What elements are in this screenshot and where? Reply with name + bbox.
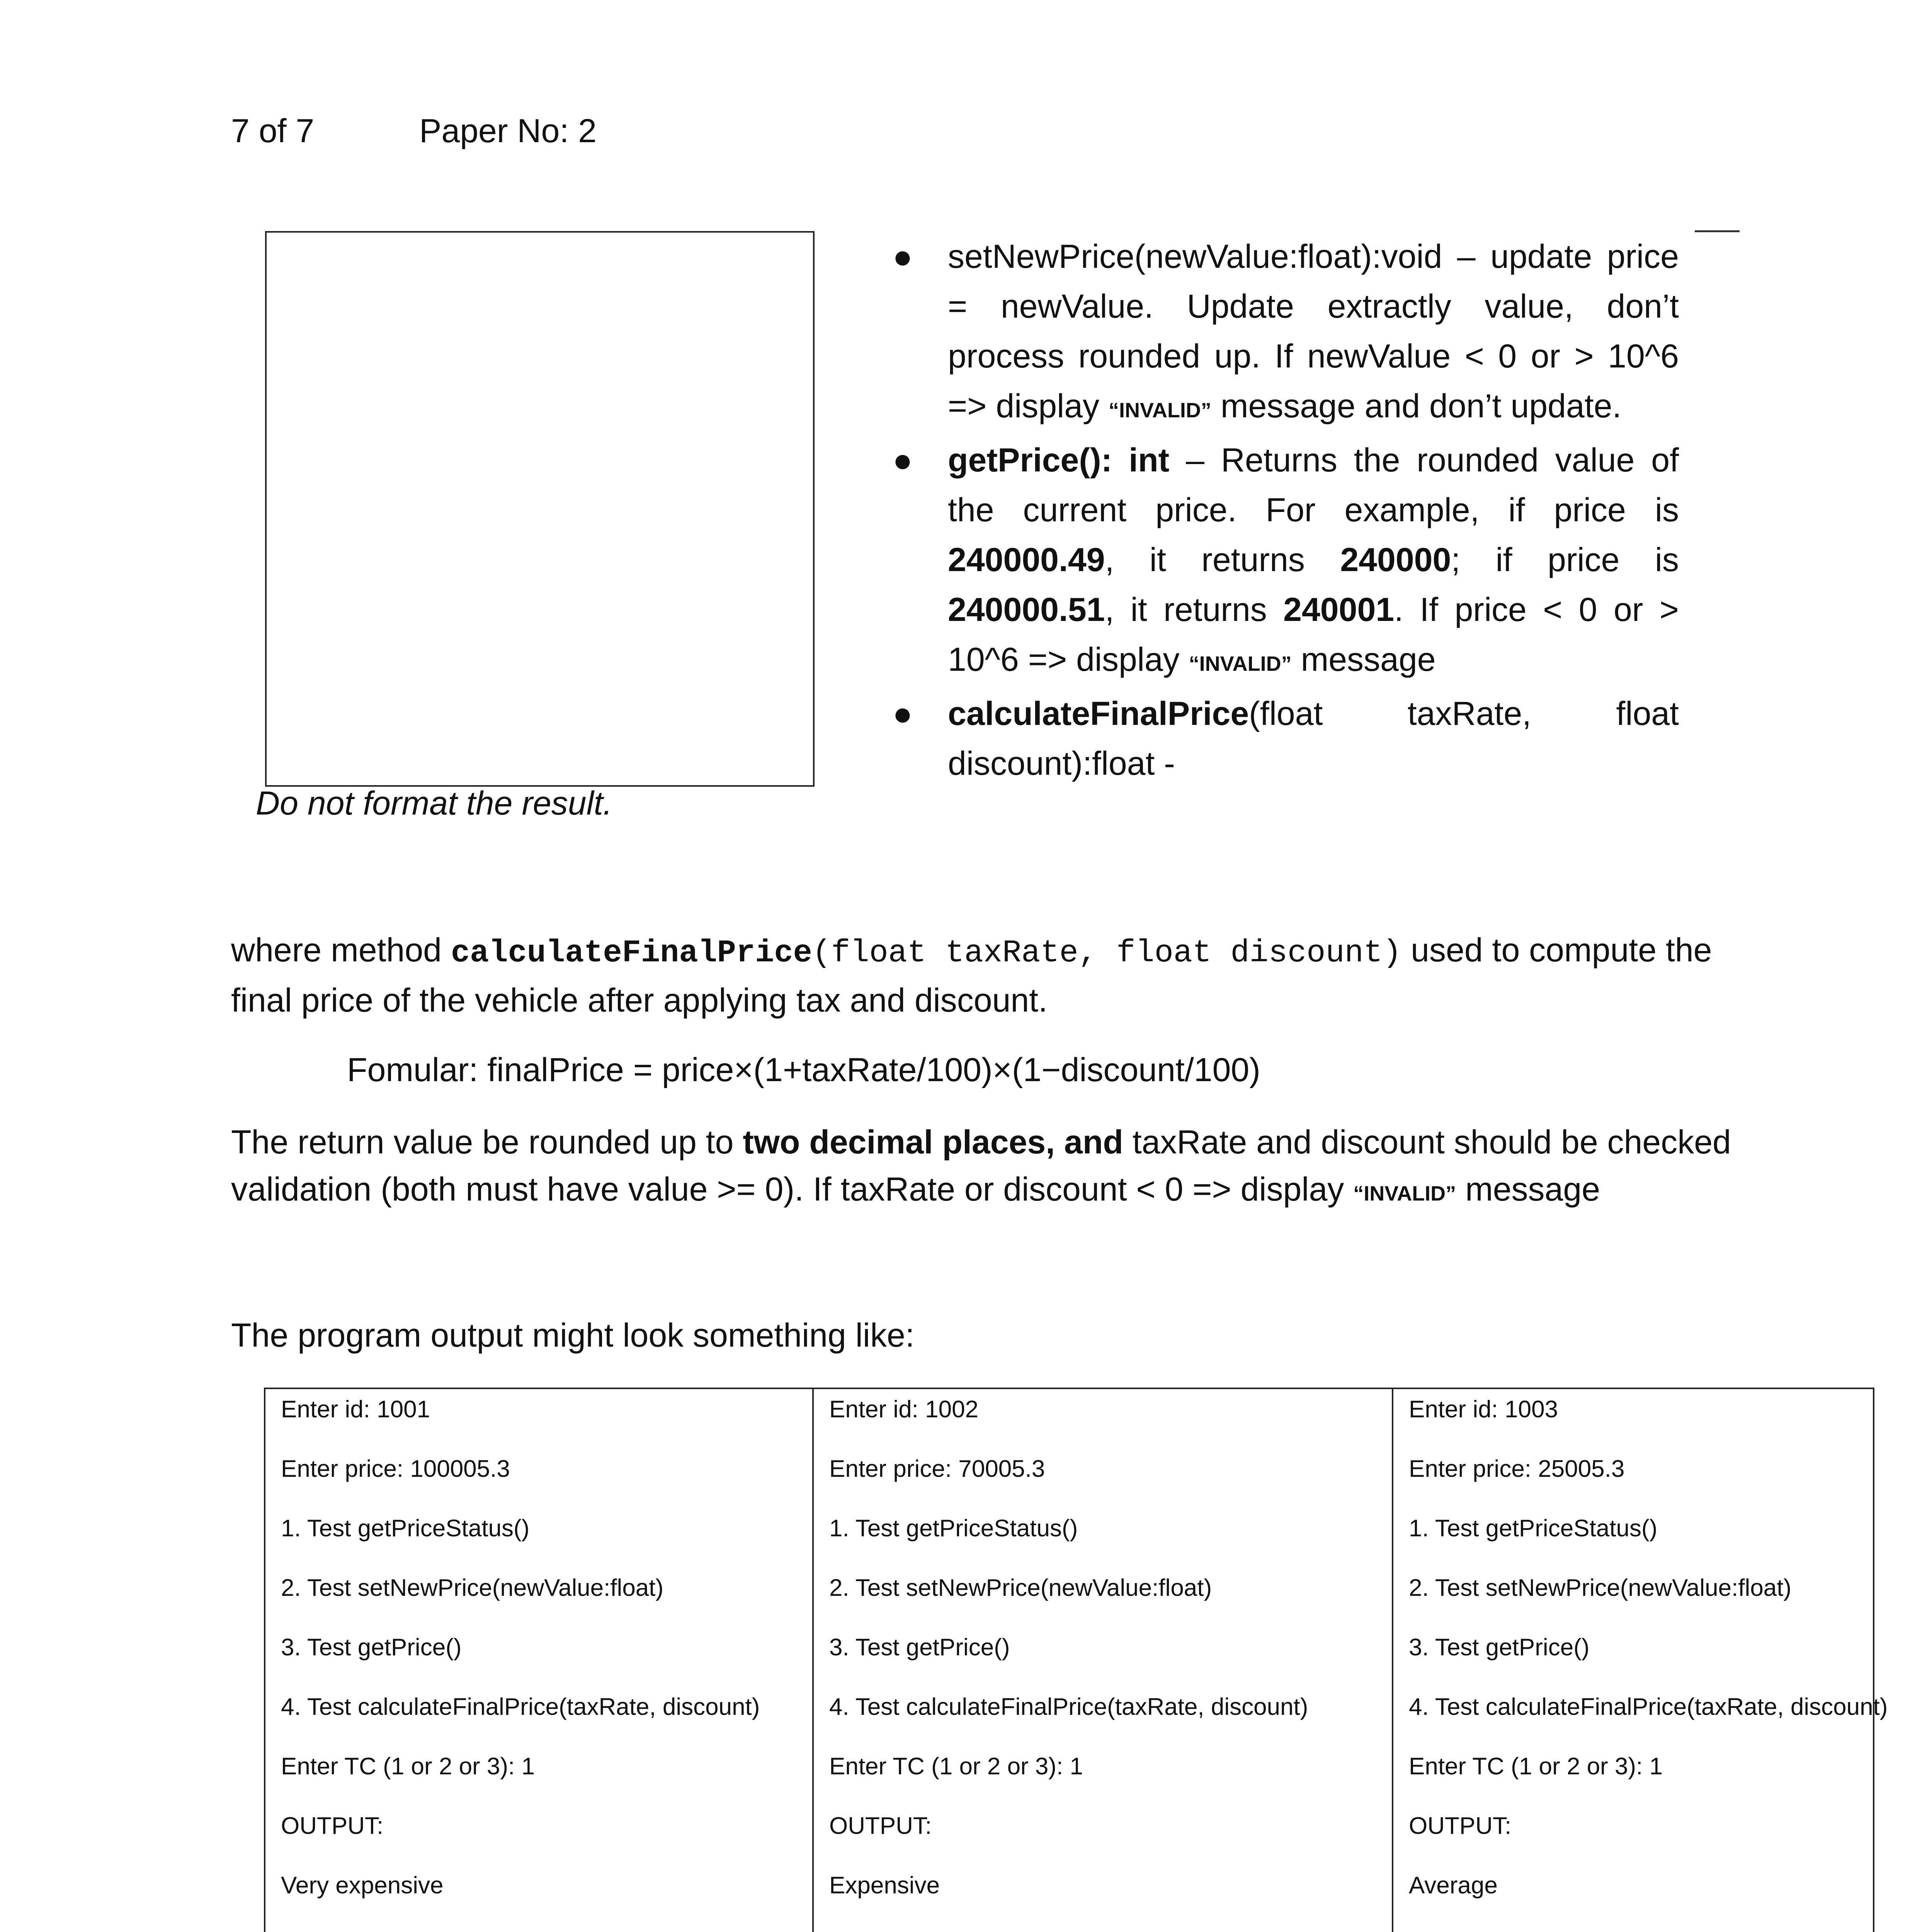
output-cell [813,1388,1393,1932]
output-line: Enter TC (1 or 2 or 3): 1 [1409,1753,1663,1780]
rounding-rule [231,1119,1757,1217]
method-description [231,927,1757,1024]
paragraph-text: used to compute the final price of the vehicle after applying tax and discount. [231,932,1712,1019]
output-line: 3. Test getPrice() [829,1634,1010,1661]
bullet-text: setNewPrice(newValue:float):void – update price = newValue. Update extractly value, don’t process rounded up. If newValue < 0 or > 10^6 => display [948,238,1679,425]
bullet-dot-icon: ● [893,238,913,275]
output-line: 3. Test getPrice() [281,1634,462,1661]
example-value: 240000.51 [948,591,1105,628]
bullet-text: – Returns the rounded value of the current price. For example, if price is [948,442,1679,529]
output-line: 1. Test getPriceStatus() [1409,1515,1658,1542]
paragraph-text: where method [231,932,451,969]
output-line: 4. Test calculateFinalPrice(taxRate, discount) [829,1694,1308,1720]
output-line: Enter TC (1 or 2 or 3): 1 [281,1753,535,1780]
paragraph-text: The return value be rounded up to [231,1124,743,1161]
bullet-text: message and don’t update. [1211,388,1622,425]
output-line: Enter TC (1 or 2 or 3): 1 [829,1753,1083,1780]
output-line: Expensive [829,1872,940,1899]
output-line: Average [1409,1872,1498,1899]
method-signature: getPrice(): int [948,442,1170,479]
bullet-set-new-price [877,232,1679,435]
output-line: Enter id: 1003 [1409,1396,1558,1423]
output-line: 1. Test getPriceStatus() [281,1515,530,1542]
blank-image-box [265,231,815,787]
paper-number: Paper No: 2 [419,112,597,150]
table-row [265,1388,1874,1932]
output-line: 3. Test getPrice() [1409,1634,1590,1661]
bullet-text: , it returns [1105,591,1284,628]
bullet-get-price [877,435,1679,689]
method-args: (float taxRate, float discount) [812,935,1402,971]
signature-line [948,689,1679,739]
example-value: 240000.49 [948,541,1105,578]
method-list [877,232,1679,789]
bullet-calculate-final-price [877,689,1679,789]
paragraph-text: taxRate and discount should be checked validation (both must have value >= 0). If taxRate or discount < 0 => display [231,1124,1731,1208]
method-signature: calculateFinalPrice [948,695,1249,732]
page-number: 7 of 7 [231,112,315,150]
example-value: 240000 [1340,541,1451,578]
output-line: OUTPUT: [281,1813,384,1839]
output-line: Enter price: 25005.3 [1409,1456,1625,1482]
output-line: Enter id: 1002 [829,1396,979,1423]
output-line: 4. Test calculateFinalPrice(taxRate, discount) [1409,1694,1888,1720]
output-line: 4. Test calculateFinalPrice(taxRate, discount) [281,1694,760,1720]
bullet-dot-icon: ● [893,442,913,479]
bullet-text: float [1616,695,1679,732]
output-line: Enter price: 70005.3 [829,1456,1045,1482]
invalid-label: “INVALID” [1189,652,1292,675]
example-value: 240001 [1283,591,1395,628]
emphasis-text: two decimal places, and [743,1124,1123,1161]
output-line: 2. Test setNewPrice(newValue:float) [1409,1575,1792,1601]
output-intro: The program output might look something like: [231,1317,915,1354]
bullet-text: taxRate, [1407,695,1532,732]
output-line: 2. Test setNewPrice(newValue:float) [829,1575,1212,1601]
output-cell [1393,1388,1888,1932]
formula: Fomular: finalPrice = price×(1+taxRate/100)×(1−discount/100) [347,1051,1260,1088]
output-line: Very expensive [281,1872,444,1899]
output-line: 1. Test getPriceStatus() [829,1515,1078,1542]
output-cell [265,1388,813,1932]
bullet-dot-icon: ● [893,695,913,732]
bullet-text: discount):float - [948,745,1175,782]
output-line: OUTPUT: [1409,1813,1512,1839]
short-rule [1695,230,1740,232]
output-line: Enter price: 100005.3 [281,1456,510,1482]
method-name: calculateFinalPrice [451,935,812,971]
invalid-label: “INVALID” [1353,1182,1456,1205]
paragraph-text: message [1456,1171,1600,1208]
output-line: Enter id: 1001 [281,1396,430,1423]
invalid-label: “INVALID” [1108,399,1211,422]
output-line: 2. Test setNewPrice(newValue:float) [281,1575,664,1601]
bullet-text: message [1291,641,1436,678]
bullet-text: (float [1249,695,1323,732]
bullet-text: , it returns [1105,541,1340,578]
sample-output-table [264,1388,1888,1932]
bullet-text: ; if price is [1451,541,1679,578]
bullet-text: . If price < 0 or > 10^6 => display [948,591,1679,678]
output-line: OUTPUT: [829,1813,932,1839]
box-caption: Do not format the result. [256,785,612,822]
